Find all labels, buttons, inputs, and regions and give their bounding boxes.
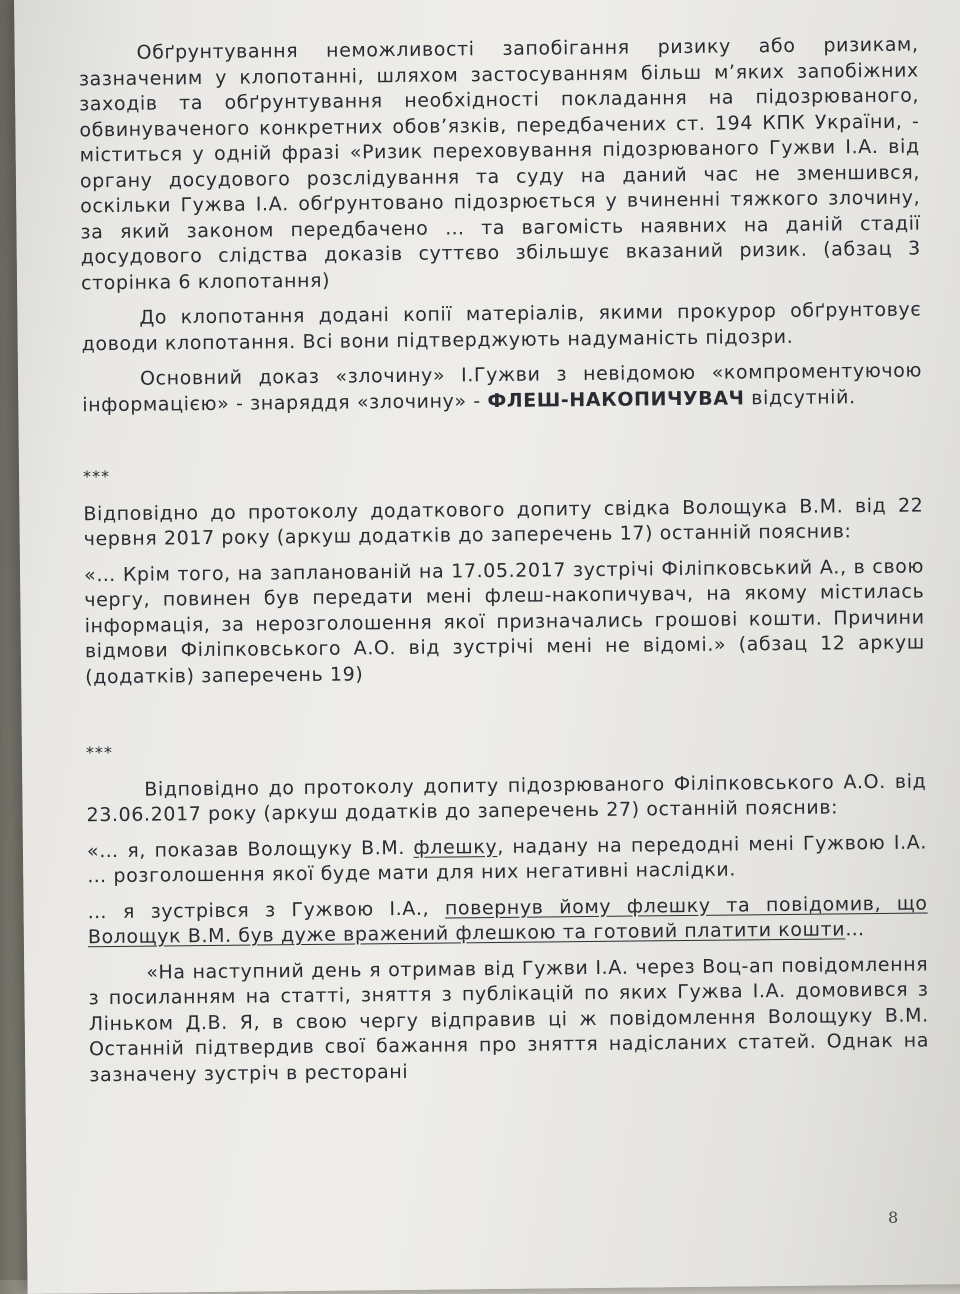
- quote-1-end: , надану на передодні мені Гужвою І.А. … розголошення якої буде мати для них негативні наслідки.: [87, 830, 928, 888]
- paragraph-suspect-protocol: Відповідно до протоколу допиту підозрюваного Філіпковського А.О. від 23.06.2017 року (аркуш додатків до заперечень 27) останній пояснив:: [86, 769, 927, 827]
- main-evidence-end: відсутній.: [751, 385, 856, 409]
- document-body: [78, 33, 929, 1089]
- flash-drive-emphasis: ФЛЕШ-НАКОПИЧУВАЧ: [487, 386, 745, 412]
- paragraph-witness-protocol: Відповідно до протоколу додаткового допиту свідка Волощука В.М. від 22 червня 2017 року (аркуш додатків до заперечень 17) останній пояснив:: [83, 494, 924, 551]
- paragraph-justification: Обґрунтування неможливості запобігання ризику або ризикам, зазначеним у клопотанні, шляхом застосуванням більш м’яких запобіжних заходів та обґрунтування необхідності покладання на підозрюваного, обвинуваченого конкретних обов’язків, передбачених ст. 194 КПК України, - міститься у одній фразі «Ризик переховування підозрюваного Гужви І.А. від органу досудового розслідування та суду на даний час не зменшився, оскільки Гужва І.А. обґрунтовано підозрюється у вчиненні тяжкого злочину, за який законом передбачено … та вагомість наявних на даній стадії досудового слідства доказів суттєво збільшує вказаний ризик. (абзац 3 сторінка 6 клопотання): [78, 33, 921, 294]
- main-evidence-text: Основний доказ «злочину» І.Гужви з невідомою «компроментуючою інформацією» - знаряддя «злочину» -: [82, 359, 923, 416]
- quote-2-end: …: [845, 918, 865, 941]
- section-separator: ***: [82, 467, 111, 487]
- paragraph-attached-materials: До клопотання додані копії матеріалів, якими прокурор обґрунтовує доводи клопотання. Всі вони підтверджують надуманість підозри.: [81, 298, 922, 355]
- quote-witness-testimony: «… Крім того, на запланованій на 17.05.2017 зустрічі Філіпковський А., в свою чергу, повинен був передати мені флеш-накопичувач, на якому містилась інформація, за нерозголошення якої призначались грошові кошти. Причини відмови Філіпковського А.О. від зустрічі мені не відомі.» (абзац 12 аркуш (додатків) заперечень 19): [83, 555, 925, 688]
- quote-suspect-testimony-3: «На наступний день я отримав від Гужви І.А. через Воц-ап повідомлення з посиланням на статті, зняття з публікацій по яких Гужва І.А. домовився з Ліньком Д.В. Я, в свою чергу відправив ці ж повідомлення Волощуку В.М. Останній підтвердив свої бажання про зняття надісланих статей. Однак на зазначену зустріч в ресторані: [88, 952, 930, 1086]
- quote-suspect-testimony-1: [87, 830, 927, 890]
- paragraph-main-evidence: [82, 359, 922, 419]
- document-page: [14, 0, 960, 1294]
- quote-2-start: … я зустрівся з Гужвою І.А.,: [87, 897, 430, 923]
- returned-flash-underlined: повернув йому флешку та повідомив, що Волощук В.М. був дуже вражений флешкою та готовий платити кошти: [87, 891, 928, 949]
- quote-suspect-testimony-2: [87, 891, 927, 951]
- section-separator: ***: [85, 743, 114, 763]
- page-number: 8: [888, 1208, 899, 1227]
- quote-1-start: «… я, показав Волощуку В.М.: [86, 836, 406, 862]
- flash-drive-underlined: флешку: [413, 835, 498, 859]
